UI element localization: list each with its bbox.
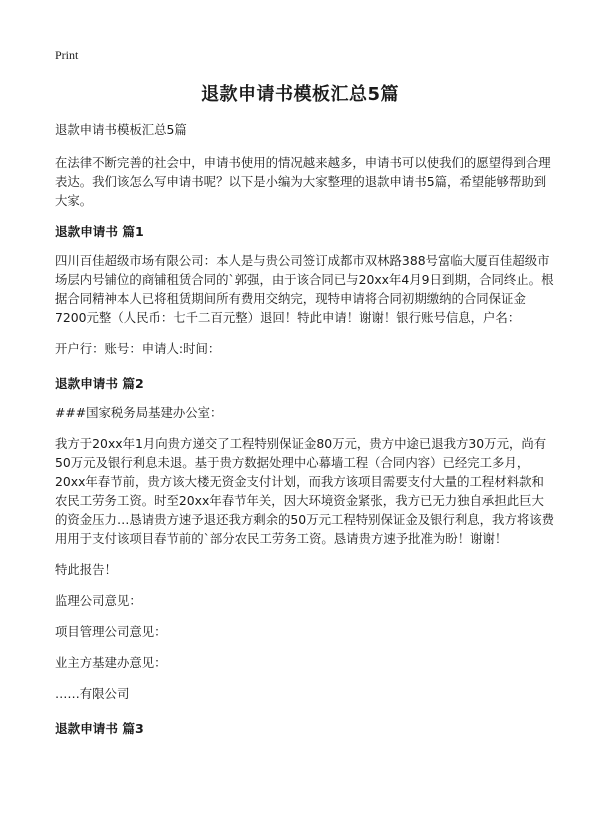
section-2-heading: 退款申请书 篇2 — [55, 376, 144, 391]
intro-subtitle: 退款申请书模板汇总5篇 — [55, 122, 187, 137]
section-1-paragraph-2: 开户行：账号：申请人:时间： — [55, 341, 221, 356]
intro-paragraph: 在法律不断完善的社会中，申请书使用的情况越来越多，申请书可以使我们的愿望得到合理表达。我们该怎么写申请书呢？以下是小编为大家整理的退款申请书5篇，希望能够帮助到大家。 — [55, 155, 551, 208]
section-2-project-mgmt-opinion: 项目管理公司意见： — [55, 624, 167, 639]
section-2-addressee: ###国家税务局基建办公室： — [55, 405, 223, 420]
section-3-heading: 退款申请书 篇3 — [55, 721, 144, 736]
section-2-closing: 特此报告！ — [55, 562, 117, 577]
section-2-owner-opinion: 业主方基建办意见： — [55, 655, 167, 670]
section-1-heading: 退款申请书 篇1 — [55, 224, 144, 239]
section-2-body: 我方于20xx年1月向贵方递交了工程特别保证金80万元，贵方中途已退我方30万元，尚有50万元及银行利息未退。基于贵方数据处理中心幕墙工程（合同内容）已经完工多月，20xx年春节前，贵方该大楼无资金支付计划，而我方该项目需要支付大量的工程材料款和农民工劳务工资。时至20xx年春节年关，因大环境资金紧张，我方已无力独自承担此巨大的资金压力…恳请贵方速予退还我方剩余的50万元工程特别保证金及银行利息，我方将该费用用于支付该项目春节前的`部分农民工劳务工资。恳请贵方速予批准为盼！谢谢！ — [55, 436, 555, 546]
document-body — [55, 120, 555, 748]
print-label: Print — [55, 48, 79, 62]
section-1-paragraph-1: 四川百佳超级市场有限公司：本人是与贵公司签订成都市双林路388号富临大厦百佳超级市场层内号铺位的商铺租赁合同的`郭强，由于该合同已与20xx年4月9日到期，合同终止。根据合同精神本人已将租赁期间所有费用交纳完，现特申请将合同初期缴纳的合同保证金7200元整（人民币：七千二百元整）退回！特此申请！谢谢！银行账号信息，户名： — [55, 253, 554, 325]
section-2-supervisor-opinion: 监理公司意见： — [55, 593, 142, 608]
page-title: 退款申请书模板汇总5篇 — [200, 84, 400, 105]
section-2-company-signature: ……有限公司 — [55, 686, 130, 701]
